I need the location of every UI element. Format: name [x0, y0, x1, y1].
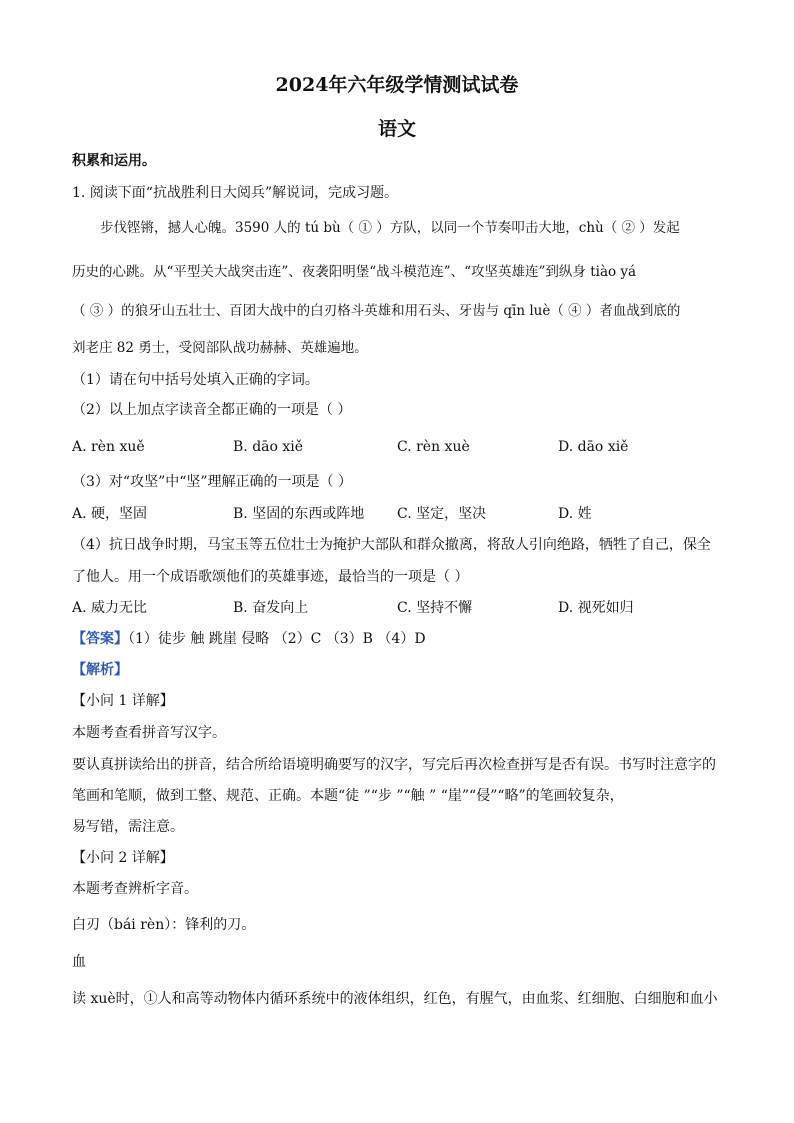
section-heading: 积累和运用。 [72, 153, 156, 169]
sub-question-4: （4）抗日战争时期，马宝玉等五位壮士为掩护大部队和群众撤离，将敌人引向绝路，牺牲了自己，保全 [72, 537, 711, 553]
option: B. dāo xiě [233, 439, 304, 455]
option: D. dāo xiě [558, 439, 629, 455]
part-1-label: 【小问 1 详解】 [72, 693, 174, 709]
part-1-line: 要认真拼读给出的拼音，结合所给语境明确要写的汉字，写完后再次检查拼写是否有误。书写时注意字的 [72, 757, 716, 773]
option: A. 硬，坚固 [72, 506, 148, 522]
part-1-line: 易写错，需注意。 [72, 819, 184, 835]
option: A. 威力无比 [72, 600, 148, 616]
option: C. 坚定，坚决 [397, 506, 487, 522]
analysis-label: 【解析】 [72, 662, 128, 678]
page-title: 2024年六年级学情测试试卷 [275, 74, 519, 96]
sub-question-1: （1）请在句中括号处填入正确的字词。 [72, 372, 319, 388]
part-2-line: 血 [72, 954, 86, 970]
passage-line: 历史的心跳。从“平型关大战突击连”、夜袭阳明堡“战斗模范连”、“攻坚英雄连”到纵身 tiào yá [72, 264, 637, 280]
part-2-intro: 本题考查辨析字音。 [72, 881, 198, 897]
option: D. 姓 [558, 506, 592, 522]
passage-line: （ ③ ）的狼牙山五壮士、百团大战中的白刃格斗英雄和用石头、牙齿与 qīn luè（ ④ ）者血战到底的 [72, 303, 681, 319]
sub-question-3: （3）对“攻坚”中“坚”理解正确的一项是（ ） [72, 474, 352, 490]
option: B. 奋发向上 [233, 600, 309, 616]
answer-line [72, 630, 426, 648]
option: A. rèn xuě [72, 439, 145, 455]
option: C. 坚持不懈 [397, 600, 473, 616]
part-2-label: 【小问 2 详解】 [72, 850, 174, 866]
part-1-line: 笔画和笔顺，做到工整、规范、正确。本题“徒 ”“步 ”“触 ” “崖”“侵”“略”的笔画较复杂， [72, 788, 624, 804]
part-1-intro: 本题考查看拼音写汉字。 [72, 725, 226, 741]
sub-question-4-cont: 了他人。用一个成语歌颂他们的英雄事迹，最恰当的一项是（ ） [72, 569, 469, 585]
part-2-line: 读 xuè时，①人和高等动物体内循环系统中的液体组织，红色，有腥气，由血浆、红细胞、白细胞和血小 [72, 991, 718, 1007]
answer-text: （1）徒步 触 跳崖 侵略 （2）C （3）B （4）D [128, 631, 426, 647]
part-2-line: 白刃（bái rèn）：锋利的刀。 [72, 917, 256, 933]
question-1-stem: 1. 阅读下面“抗战胜利日大阅兵”解说词，完成习题。 [72, 185, 399, 201]
passage-line: 步伐铿锵，撼人心魄。3590 人的 tú bù（ ① ）方队，以同一个节奏叩击大地，chù（ ② ）发起 [100, 220, 680, 236]
option: D. 视死如归 [558, 600, 634, 616]
page-subtitle: 语文 [377, 118, 416, 140]
option: B. 坚固的东西或阵地 [233, 506, 365, 522]
answer-label: 【答案】 [72, 631, 128, 647]
passage-line: 刘老庄 82 勇士，受阅部队战功赫赫、英雄遍地。 [72, 340, 368, 356]
option: C. rèn xuè [397, 439, 470, 455]
sub-question-2: （2）以上加点字读音全都正确的一项是（ ） [72, 402, 352, 418]
